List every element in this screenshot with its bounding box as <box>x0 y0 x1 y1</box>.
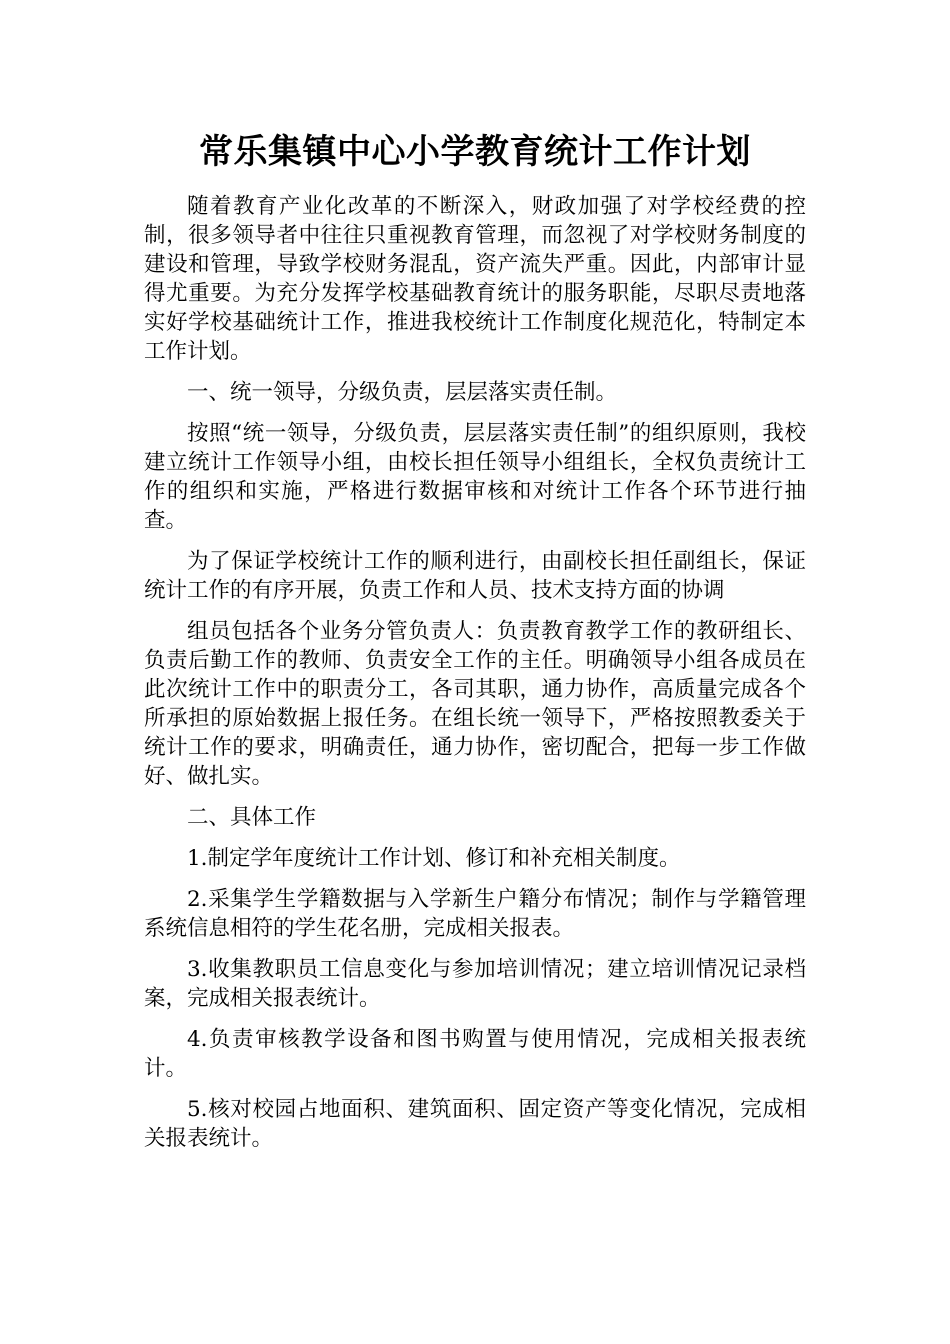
document-body <box>144 192 806 1165</box>
page-title: 常乐集镇中心小学教育统计工作计划 <box>199 132 751 172</box>
list-item-3: 3.收集教职员工信息变化与参加培训情况；建立培训情况记录档案，完成相关报表统计。 <box>144 957 806 1011</box>
heading-section-2: 二、具体工作 <box>187 805 317 830</box>
list-item-4: 4.负责审核教学设备和图书购置与使用情况，完成相关报表统计。 <box>144 1027 806 1081</box>
paragraph-intro: 随着教育产业化改革的不断深入，财政加强了对学校经费的控制，很多领导者中往往只重视教育管理，而忽视了对学校财务制度的建设和管理，导致学校财务混乱，资产流失严重。因此，内部审计显得尤重要。为充分发挥学校基础教育统计的服务职能，尽职尽责地落实好学校基础统计工作，推进我校统计工作制度化规范化，特制定本工作计划。 <box>144 194 806 364</box>
list-item-1: 1.制定学年度统计工作计划、修订和补充相关制度。 <box>187 846 681 871</box>
paragraph-members: 组员包括各个业务分管负责人：负责教育教学工作的教研组长、负责后勤工作的教师、负责安全工作的主任。明确领导小组各成员在此次统计工作中的职责分工，各司其职，通力协作，高质量完成各个所承担的原始数据上报任务。在组长统一领导下，严格按照教委关于统计工作的要求，明确责任，通力协作，密切配合，把每一步工作做好、做扎实。 <box>144 619 806 789</box>
paragraph-deputy: 为了保证学校统计工作的顺利进行，由副校长担任副组长，保证统计工作的有序开展，负责工作和人员、技术支持方面的协调 <box>144 549 806 603</box>
list-item-5: 5.核对校园占地面积、建筑面积、固定资产等变化情况，完成相关报表统计。 <box>144 1097 806 1151</box>
heading-section-1: 一、统一领导，分级负责，层层落实责任制。 <box>187 380 618 405</box>
list-item-2: 2.采集学生学籍数据与入学新生户籍分布情况；制作与学籍管理系统信息相符的学生花名册，完成相关报表。 <box>144 887 806 941</box>
paragraph-organization: 按照“统一领导，分级负责，层层落实责任制”的组织原则，我校建立统计工作领导小组，由校长担任领导小组组长，全权负责统计工作的组织和实施，严格进行数据审核和对统计工作各个环节进行抽查。 <box>144 421 806 533</box>
